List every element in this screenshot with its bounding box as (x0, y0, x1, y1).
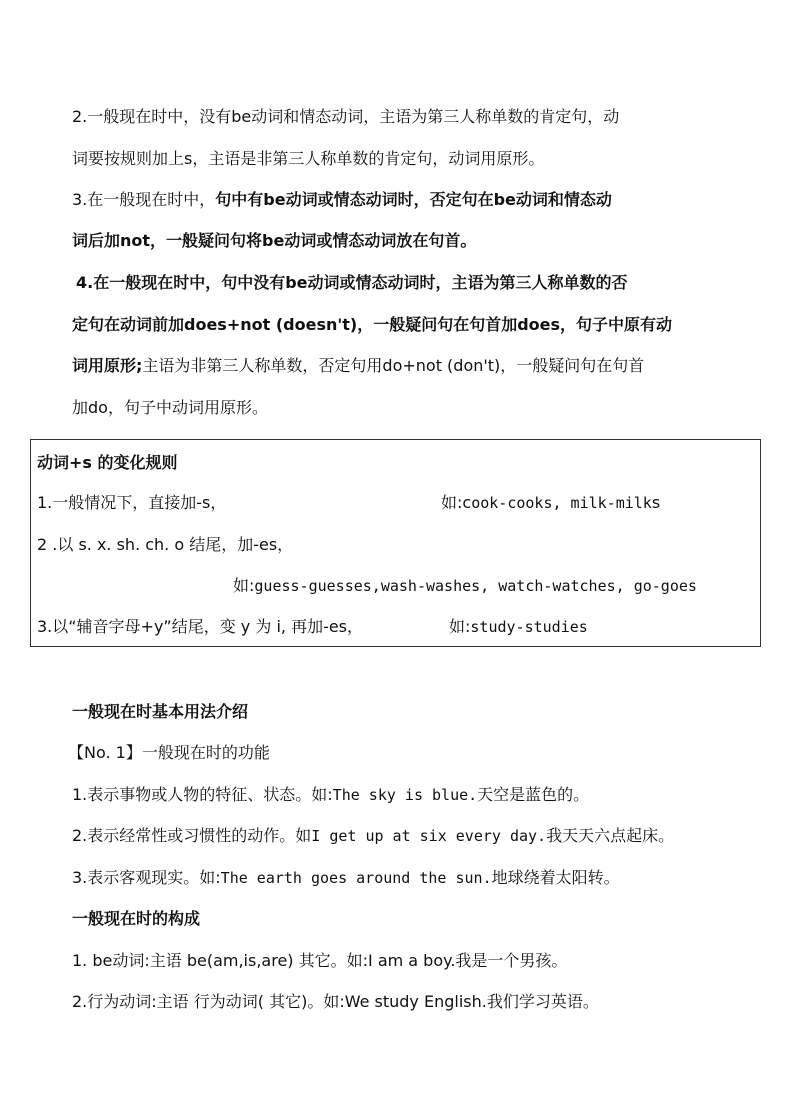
rule-2-example-words: guess-guesses,wash-washes, watch-watches, go-goes (254, 577, 697, 595)
para-4-line-3-bold: 词用原形; (72, 356, 143, 375)
rule-3-label: 3.以“辅音字母+y”结尾，变 y 为 i, 再加-es， (37, 617, 364, 636)
usage-item-3-en: The earth goes around the sun. (220, 869, 492, 887)
usage-heading: 一般现在时基本用法介绍 (72, 702, 249, 721)
usage-item-3-prefix: 3.表示客观现实。如: (72, 868, 221, 887)
para-4-line-2: 定句在动词前加does+not (doesn't)，一般疑问句在句首加does，句子中原有动 (72, 315, 673, 334)
para-3-line-1-plain: 3.在一般现在时中， (72, 190, 216, 209)
usage-item-2-en: I get up at six every day. (311, 827, 547, 845)
para-4-line-1: 4.在一般现在时中，句中没有be动词或情态动词时，主语为第三人称单数的否 (76, 273, 628, 292)
rule-3-example-words: study-studies (470, 618, 588, 636)
rule-1-example-end: s (651, 493, 661, 512)
structure-item-1: 1. be动词:主语 be(am,is,are) 其它。如:I am a boy.我是一个男孩。 (72, 951, 568, 970)
rule-1-example (441, 492, 660, 514)
rule-2-example (233, 575, 697, 597)
usage-item-2-prefix: 2.表示经常性或习惯性的动作。如 (72, 826, 312, 845)
rules-box (30, 439, 761, 647)
rule-3-example-prefix: 如: (449, 617, 471, 636)
para-3-line-2: 词后加not，一般疑问句将be动词或情态动词放在句首。 (72, 231, 477, 250)
rule-1-label: 1.一般情况下，直接加-s， (37, 493, 227, 512)
usage-item-2-cn: 我天天六点起床。 (546, 826, 675, 845)
usage-item-3-cn: 地球绕着太阳转。 (491, 868, 620, 887)
para-4-line-4: 加do，句子中动词用原形。 (72, 398, 268, 417)
usage-item-1-prefix: 1.表示事物或人物的特征、状态。如: (72, 785, 333, 804)
para-4-line-3 (72, 355, 644, 377)
usage-item-2 (72, 825, 674, 847)
para-4-line-3-plain: 主语为非第三人称单数，否定句用do+not (don't)，一般疑问句在句首 (142, 356, 645, 375)
rules-box-title: 动词+s 的变化规则 (37, 453, 178, 472)
para-3-line-1 (72, 189, 612, 211)
rule-2-label: 2 .以 s. x. sh. ch. o 结尾，加-es， (37, 535, 294, 554)
usage-item-1-cn: 天空是蓝色的。 (477, 785, 590, 804)
para-2-line-1: 2.一般现在时中，没有be动词和情态动词，主语为第三人称单数的肯定句，动 (72, 107, 620, 126)
usage-item-3 (72, 867, 620, 889)
usage-item-1-en: The sky is blue. (332, 786, 478, 804)
para-2-line-2: 词要按规则加上s，主语是非第三人称单数的肯定句，动词用原形。 (72, 149, 545, 168)
rule-1-example-c: c (462, 493, 472, 512)
rule-2-example-prefix: 如: (233, 576, 255, 595)
structure-heading: 一般现在时的构成 (72, 909, 201, 928)
rule-3-example (449, 616, 588, 638)
rule-1-example-mid: ook-cooks, milk-milk (471, 494, 652, 512)
usage-no1: 【No. 1】一般现在时的功能 (68, 743, 270, 762)
para-3-line-1-bold: 句中有be动词或情态动词时，否定句在be动词和情态动 (215, 190, 612, 209)
structure-item-2: 2.行为动词:主语 行为动词( 其它)。如:We study English.我们学习英语。 (72, 992, 599, 1011)
rule-1-example-prefix: 如: (441, 493, 463, 512)
usage-item-1 (72, 784, 589, 806)
